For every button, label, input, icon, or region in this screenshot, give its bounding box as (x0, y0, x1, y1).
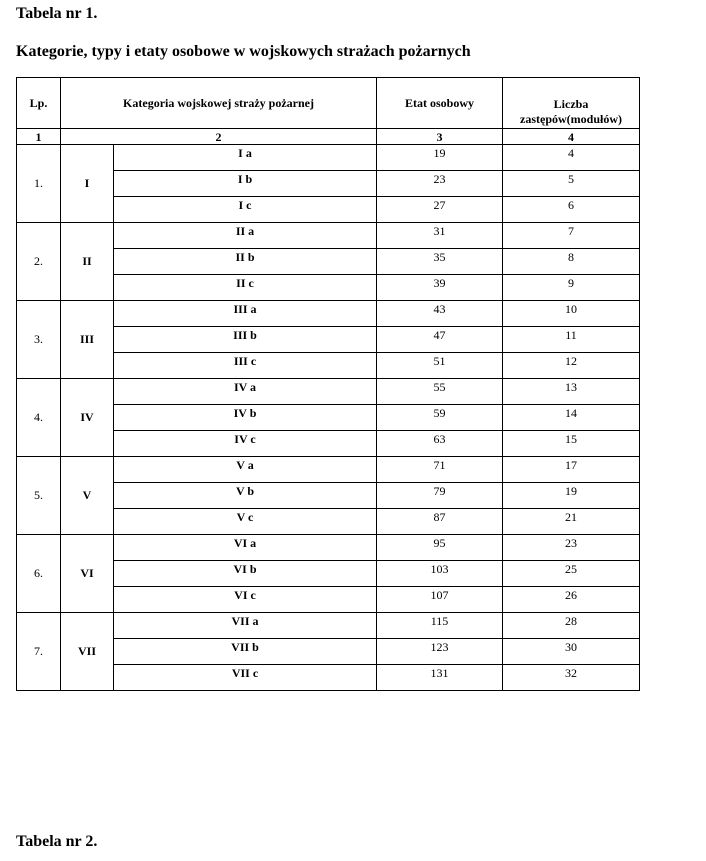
etat-cell: 43 (377, 301, 503, 327)
categories-table-body (17, 78, 640, 691)
liczba-cell: 4 (503, 145, 640, 171)
etat-cell: 95 (377, 535, 503, 561)
header-row (17, 78, 640, 129)
etat-cell: 23 (377, 171, 503, 197)
liczba-cell: 6 (503, 197, 640, 223)
etat-cell: 27 (377, 197, 503, 223)
category-cell: IV (61, 379, 114, 457)
column-number-2: 2 (61, 129, 377, 145)
type-cell: IV a (114, 379, 377, 405)
table-row (17, 223, 640, 249)
header-category-label: Kategoria wojskowej straży pożarnej (123, 95, 314, 110)
column-number-row (17, 129, 640, 145)
type-cell: VI c (114, 587, 377, 613)
type-cell: IV b (114, 405, 377, 431)
liczba-cell: 21 (503, 509, 640, 535)
etat-cell: 79 (377, 483, 503, 509)
type-cell: VII c (114, 665, 377, 691)
etat-cell: 131 (377, 665, 503, 691)
etat-cell: 71 (377, 457, 503, 483)
type-cell: II c (114, 275, 377, 301)
etat-cell: 39 (377, 275, 503, 301)
liczba-cell: 9 (503, 275, 640, 301)
liczba-cell: 14 (503, 405, 640, 431)
liczba-cell: 19 (503, 483, 640, 509)
etat-cell: 103 (377, 561, 503, 587)
table-row (17, 301, 640, 327)
etat-cell: 87 (377, 509, 503, 535)
liczba-cell: 23 (503, 535, 640, 561)
liczba-cell: 30 (503, 639, 640, 665)
etat-cell: 19 (377, 145, 503, 171)
type-cell: III c (114, 353, 377, 379)
column-number-4: 4 (503, 129, 640, 145)
type-cell: III a (114, 301, 377, 327)
category-cell: III (61, 301, 114, 379)
table-1-subtitle: Kategorie, typy i etaty osobowe w wojskowych strażach pożarnych (16, 43, 471, 60)
category-cell: VII (61, 613, 114, 691)
row-number-cell: 1. (17, 145, 61, 223)
header-category (61, 78, 377, 129)
etat-cell: 31 (377, 223, 503, 249)
type-cell: V b (114, 483, 377, 509)
header-lp-label: Lp. (29, 95, 48, 110)
liczba-cell: 15 (503, 431, 640, 457)
liczba-cell: 28 (503, 613, 640, 639)
categories-table (16, 77, 640, 691)
liczba-cell: 13 (503, 379, 640, 405)
liczba-cell: 26 (503, 587, 640, 613)
row-number-cell: 4. (17, 379, 61, 457)
header-liczba-line2: zastępów(modułów) (520, 112, 623, 126)
row-number-cell: 3. (17, 301, 61, 379)
etat-cell: 107 (377, 587, 503, 613)
category-cell: V (61, 457, 114, 535)
type-cell: VI b (114, 561, 377, 587)
type-cell: II b (114, 249, 377, 275)
type-cell: I a (114, 145, 377, 171)
row-number-cell: 6. (17, 535, 61, 613)
type-cell: IV c (114, 431, 377, 457)
type-cell: I c (114, 197, 377, 223)
type-cell: III b (114, 327, 377, 353)
liczba-cell: 7 (503, 223, 640, 249)
etat-cell: 47 (377, 327, 503, 353)
row-number-cell: 2. (17, 223, 61, 301)
liczba-cell: 8 (503, 249, 640, 275)
column-number-3: 3 (377, 129, 503, 145)
table-row (17, 379, 640, 405)
liczba-cell: 5 (503, 171, 640, 197)
header-etat (377, 78, 503, 129)
type-cell: VII a (114, 613, 377, 639)
etat-cell: 63 (377, 431, 503, 457)
etat-cell: 59 (377, 405, 503, 431)
type-cell: VII b (114, 639, 377, 665)
liczba-cell: 32 (503, 665, 640, 691)
category-cell: VI (61, 535, 114, 613)
etat-cell: 51 (377, 353, 503, 379)
liczba-cell: 11 (503, 327, 640, 353)
row-number-cell: 5. (17, 457, 61, 535)
liczba-cell: 17 (503, 457, 640, 483)
liczba-cell: 12 (503, 353, 640, 379)
table-row (17, 457, 640, 483)
table-1-heading: Tabela nr 1. (16, 5, 98, 22)
etat-cell: 115 (377, 613, 503, 639)
type-cell: I b (114, 171, 377, 197)
header-liczba (503, 78, 640, 129)
table-row (17, 613, 640, 639)
header-etat-label: Etat osobowy (405, 95, 475, 110)
liczba-cell: 25 (503, 561, 640, 587)
table-row (17, 145, 640, 171)
header-liczba-line1: Liczba (553, 97, 589, 111)
column-number-1: 1 (17, 129, 61, 145)
liczba-cell: 10 (503, 301, 640, 327)
type-cell: VI a (114, 535, 377, 561)
header-lp (17, 78, 61, 129)
etat-cell: 123 (377, 639, 503, 665)
category-cell: II (61, 223, 114, 301)
category-cell: I (61, 145, 114, 223)
type-cell: V c (114, 509, 377, 535)
etat-cell: 35 (377, 249, 503, 275)
type-cell: V a (114, 457, 377, 483)
row-number-cell: 7. (17, 613, 61, 691)
table-row (17, 535, 640, 561)
etat-cell: 55 (377, 379, 503, 405)
table-2-heading: Tabela nr 2. (16, 833, 98, 850)
type-cell: II a (114, 223, 377, 249)
